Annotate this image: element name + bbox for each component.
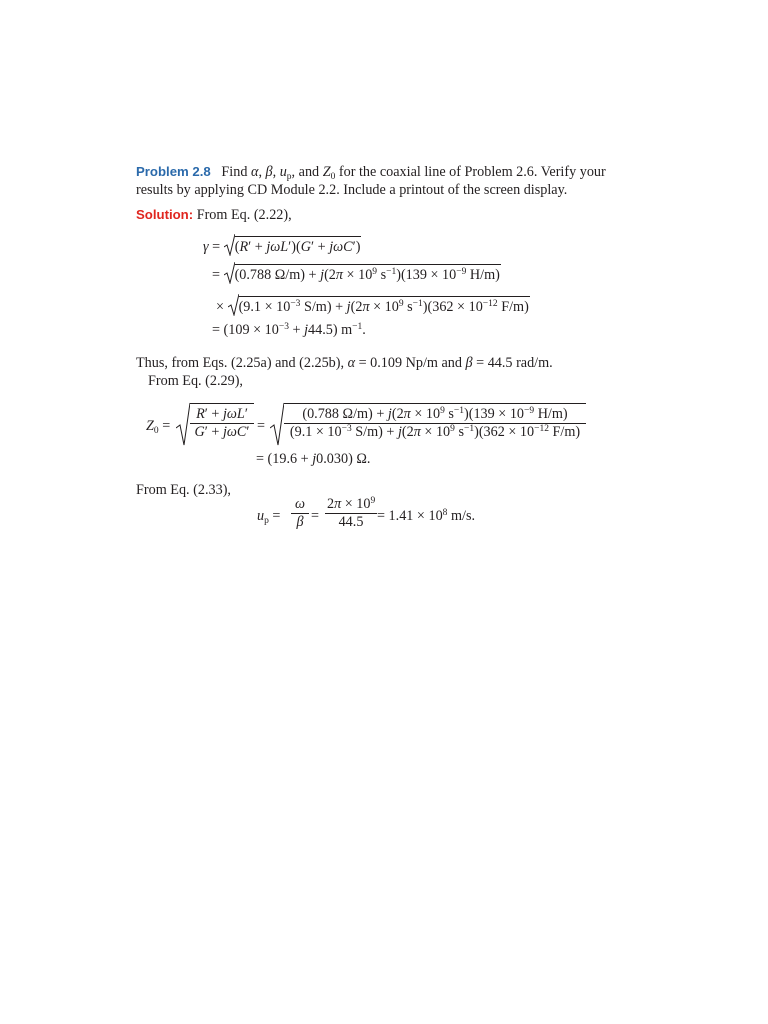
solution-intro-text: From Eq. (2.22), <box>196 207 292 223</box>
sqrt-sign <box>176 402 190 446</box>
from-eq-229: From Eq. (2.29), <box>148 373 243 389</box>
problem-label: Problem 2.8 <box>136 164 211 179</box>
z0-lhs: $Z_0$ = <box>146 418 171 436</box>
sqrt-sign <box>270 402 284 446</box>
thus-text: Thus, from Eqs. (2.25a) and (2.25b), α = 0.109 Np/m and β = 44.5 rad/m. <box>136 355 553 371</box>
problem-text: Find α, β, $u_p$, and $Z_0$ for the coaxial line of Problem 2.6. Verify your <box>221 164 606 182</box>
z0-fraction-1: R′ + jωL′ G′ + jωC′ <box>190 406 254 441</box>
z0-fraction-2: $\frac{(0.788 \Omega/m) + j(2\pi \times 10^9 s^{-1})(139 \times 10^{-9} H/m)}{(9.1 \times 10^{-3} S/m) + j(2\pi \times 10^9 s^{-1})(362 \times 10^{-12} F/m)}$ <box>284 406 586 441</box>
solution-label: Solution: <box>136 207 194 222</box>
sqrt-sign: (0.788 $\Omega/m) + j(2\pi \times 10^9$ $s^{-1})(139 \times 10^{-9}$ H/m) <box>224 264 501 284</box>
sqrt-sign: (R′ + jωL′)(G′ + jωC′) <box>224 236 362 256</box>
gamma-equation-line-2: = (0.788 $\Omega/m) + j(2\pi \times 10^9$ $s^{-1})(139 \times 10^{-9}$ H/m) <box>212 264 501 284</box>
solution-intro <box>136 206 292 224</box>
sqrt-sign: ($9.1 \times 10^{-3}$ $S/m) + j(2\pi \times 10^9$ $s^{-1})(362 \times 10^{-12}$ F/m) <box>228 296 530 316</box>
up-result: = $1.41 \times 10^8$ m/s. <box>377 508 476 524</box>
z0-result: = (19.6 + j0.030) Ω. <box>256 451 371 467</box>
up-intro: From Eq. (2.33), <box>136 482 231 498</box>
gamma-equation-line-3: × ($9.1 \times 10^{-3}$ $S/m) + j(2\pi \times 10^9$ $s^{-1})(362 \times 10^{-12}$ F/m) <box>216 296 530 316</box>
up-lhs: $u_p$ = <box>257 508 281 526</box>
up-fraction-1: $\frac{\omega}{\beta}$ <box>291 496 309 531</box>
problem-statement-line-1 <box>136 163 606 181</box>
gamma-equation-line-1: γ = (R′ + jωL′)(G′ + jωC′) <box>203 236 361 256</box>
problem-statement-line-2: results by applying CD Module 2.2. Include a printout of the screen display. <box>136 182 568 198</box>
gamma-result: = $(109 \times 10^{-3} + j44.5)$ $m^{-1}$. <box>212 322 366 338</box>
up-fraction-2: $\frac{2\pi \times 10^9}{44.5}$ <box>327 496 376 530</box>
gamma-symbol: γ <box>203 239 209 255</box>
